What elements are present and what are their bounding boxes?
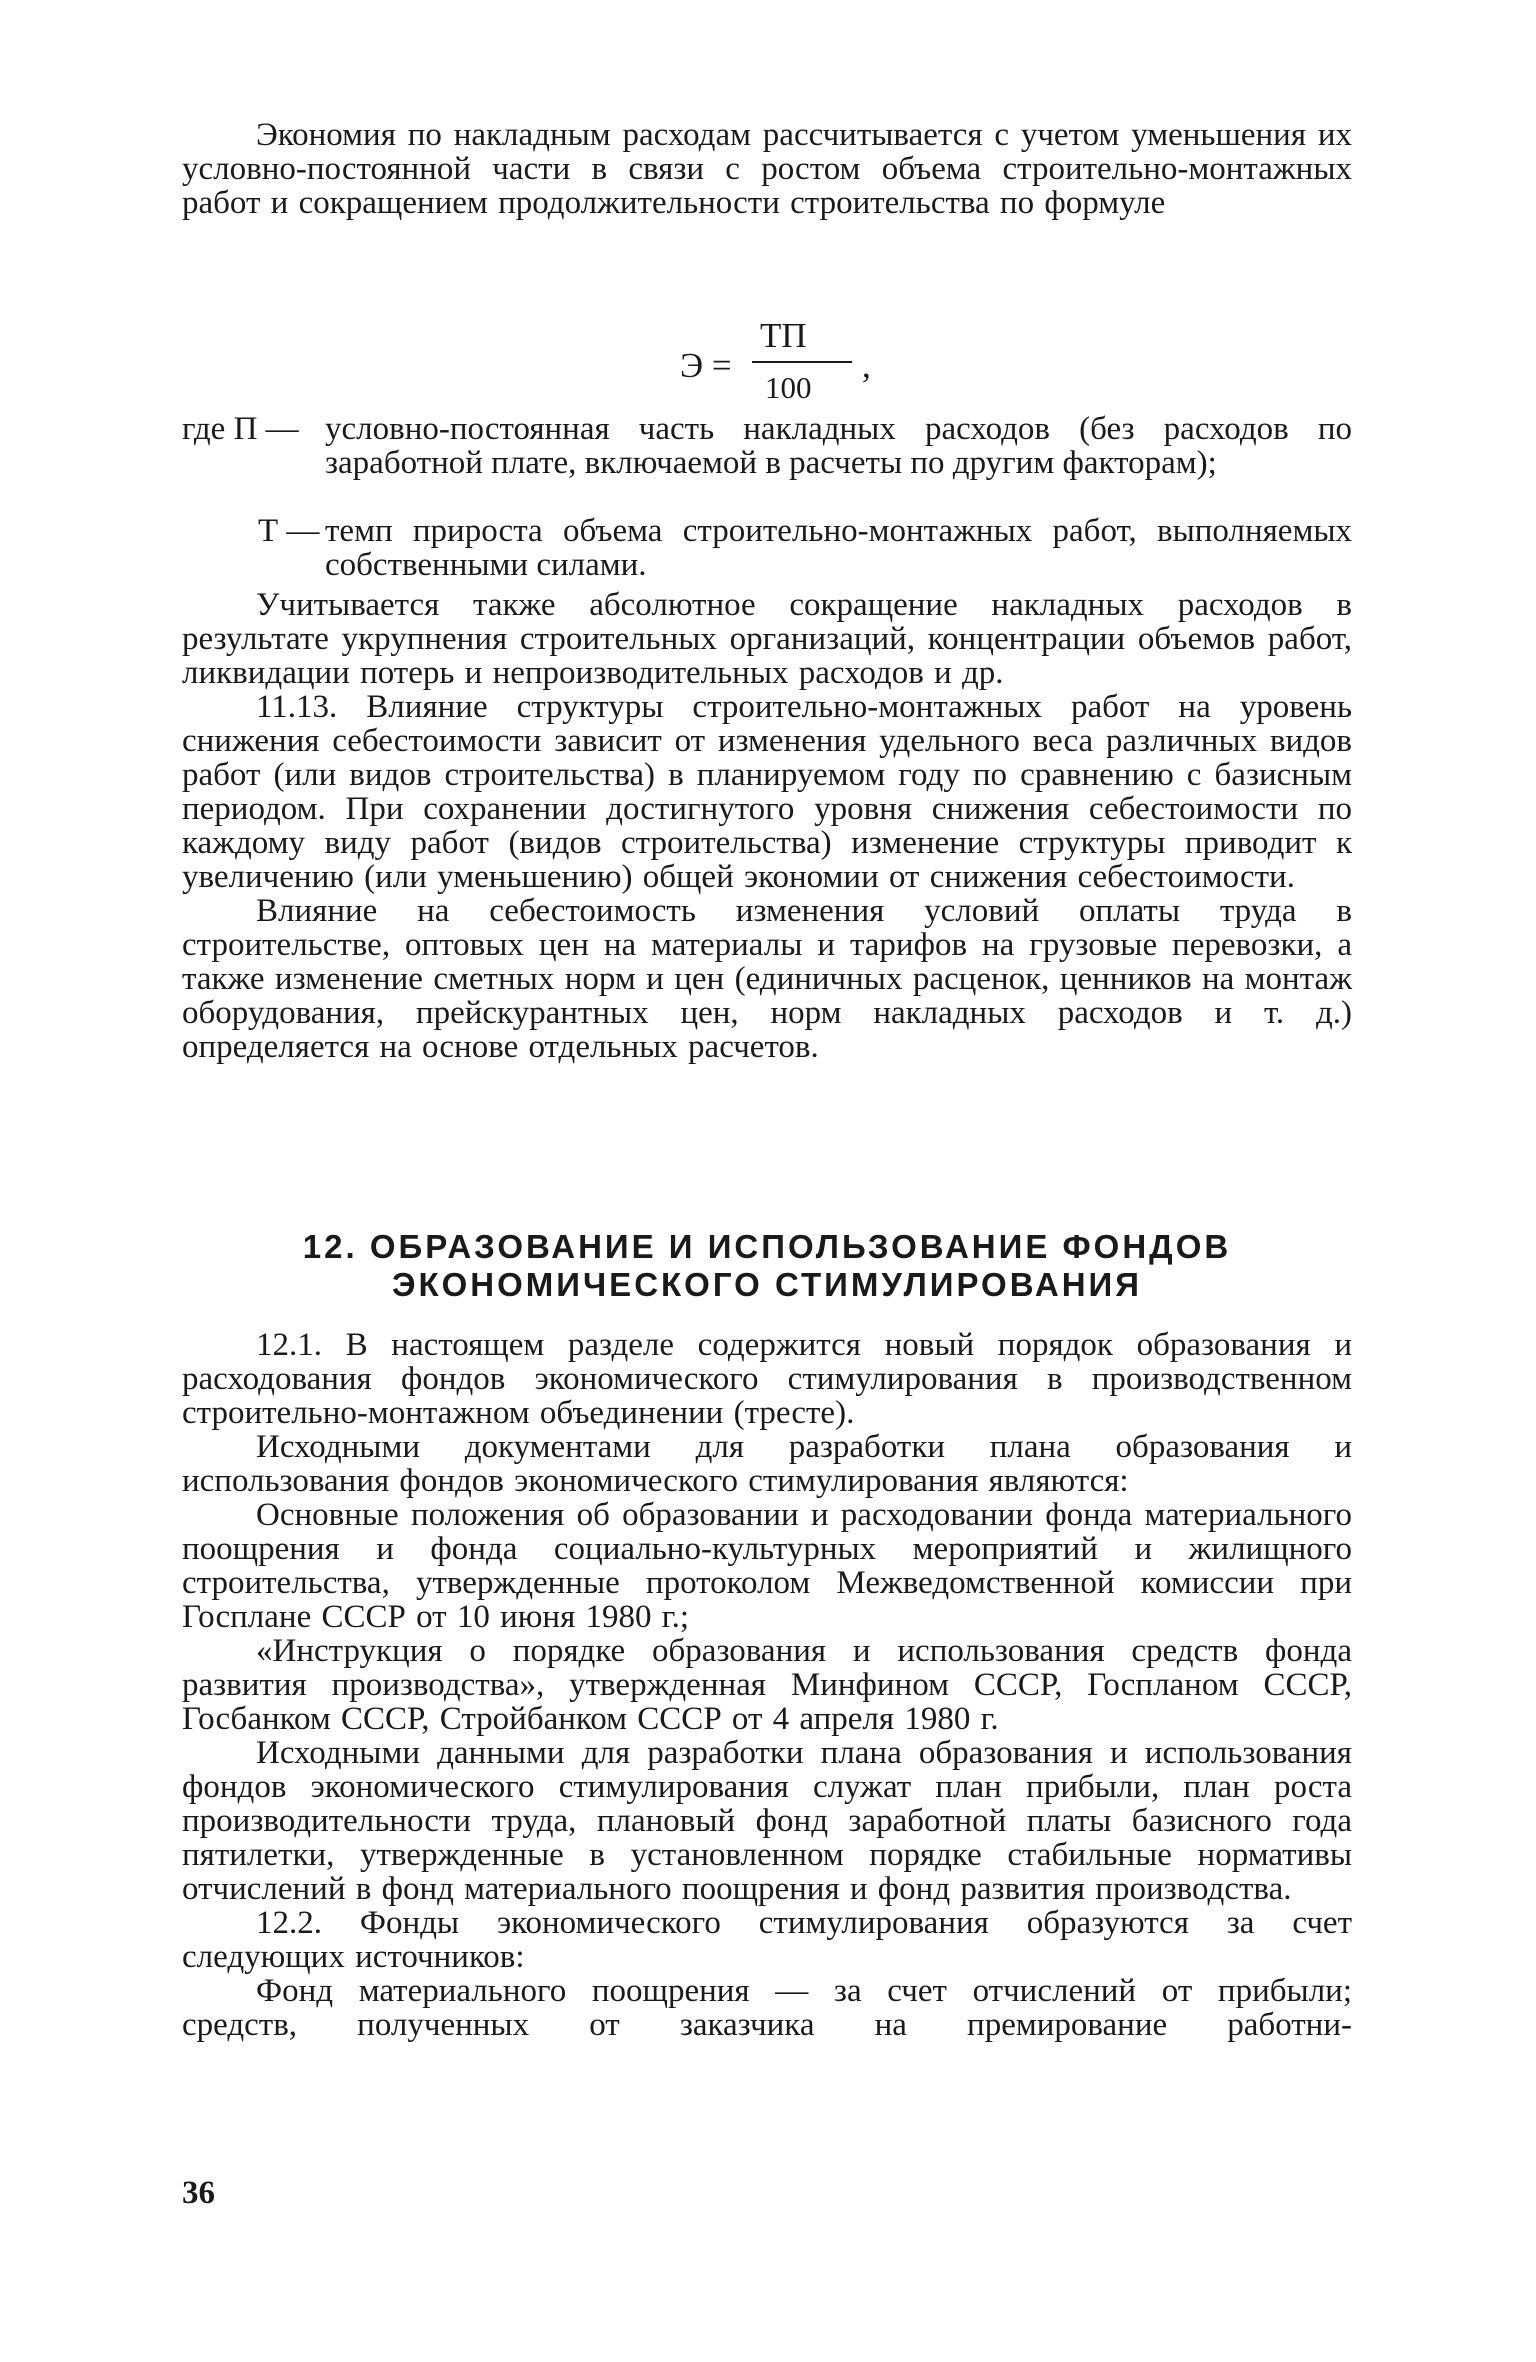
- formula-comma: ,: [862, 346, 871, 385]
- paragraph: 12.1. В настоящем разделе содержится новый порядок образования и расходования фондов экономического стимулирования в производственном строительно-монтажном объединении (тресте).: [182, 1327, 1352, 1431]
- definition-text: [325, 412, 1352, 480]
- paragraph: Исходными документами для разработки плана образования и использования фондов экономического стимулирования являются:: [182, 1429, 1352, 1499]
- formula: [680, 316, 940, 406]
- paragraph: «Инструкция о порядке образования и использования средств фонда развития производства», утвержденная Минфином СССР, Госпланом СССР, Госбанком СССР, Стройбанком СССР от 4 апреля 1980 г.: [182, 1633, 1352, 1737]
- paragraph: Влияние на себестоимость изменения условий оплаты труда в строительстве, оптовых цен на материалы и тарифов на грузовые перевозки, а также изменение сметных норм и цен (единичных расценок, ценников на монтаж оборудования, прейскурантных цен, норм накладных расходов и т. д.) определяется на основе отдельных расчетов.: [182, 893, 1352, 1065]
- paragraph: Учитывается также абсолютное сокращение накладных расходов в результате укрупнения строительных организаций, концентрации объемов работ, ликвидации потерь и непроизводительных расходов и др.: [182, 587, 1352, 691]
- text-block-a: [182, 588, 1352, 1064]
- section-heading-line1: 12. ОБРАЗОВАНИЕ И ИСПОЛЬЗОВАНИЕ ФОНДОВ: [302, 1228, 1232, 1265]
- definition-t: [258, 514, 1352, 582]
- definition-term: где П —: [182, 411, 299, 447]
- paragraph: Фонд материального поощрения — за счет отчислений от прибыли; средств, полученных от заказчика на премирование работни-: [182, 1973, 1352, 2043]
- definition-text-content: темп прироста объема строительно-монтажных работ, выполняемых собственными силами.: [325, 513, 1352, 583]
- paragraph: 11.13. Влияние структуры строительно-монтажных работ на уровень снижения себестоимости зависит от изменения удельного веса различных видов работ (или видов строительства) в планируемом году по сравнению с базисным периодом. При сохранении достигнутого уровня снижения себестоимости по каждому виду работ (видов строительства) изменение структуры приводит к увеличению (или уменьшению) общей экономии от снижения себестоимости.: [182, 689, 1352, 895]
- definition-term: Т —: [258, 513, 320, 549]
- section-heading: [182, 1228, 1352, 1304]
- paragraph: Основные положения об образовании и расходовании фонда материального поощрения и фонда социально-культурных мероприятий и жилищного строительства, утвержденные протоколом Межведомственной комиссии при Госплане СССР от 10 июня 1980 г.;: [182, 1497, 1352, 1635]
- paragraph: Исходными данными для разработки плана образования и использования фондов экономического стимулирования служат план прибыли, план роста производительности труда, плановый фонд заработной платы базисного года пятилетки, утвержденные в установленном порядке стабильные нормативы отчислений в фонд материального поощрения и фонд развития производства.: [182, 1735, 1352, 1907]
- formula-numerator: ТП: [760, 316, 807, 355]
- intro-paragraph: Экономия по накладным расходам рассчитывается с учетом уменьшения их условно-постоянной части в связи с ростом объема строительно-монтажных работ и сокращением продолжительности строительства по формуле: [182, 117, 1352, 221]
- formula-lhs: Э =: [680, 346, 732, 385]
- page-number: 36: [182, 2175, 215, 2211]
- definition-p: [182, 412, 1352, 514]
- definition-text-content: условно-постоянная часть накладных расходов (без расходов по заработной плате, включаемой в расчеты по другим факторам);: [325, 411, 1352, 481]
- text-block-b: [182, 1328, 1352, 2042]
- fraction-bar: [752, 361, 852, 363]
- section-heading-line2: ЭКОНОМИЧЕСКОГО СТИМУЛИРОВАНИЯ: [392, 1266, 1142, 1303]
- definition-text: [325, 514, 1352, 582]
- paragraph: 12.2. Фонды экономического стимулирования образуются за счет следующих источников:: [182, 1905, 1352, 1975]
- intro-block: [182, 118, 1352, 220]
- formula-denominator: 100: [765, 370, 812, 405]
